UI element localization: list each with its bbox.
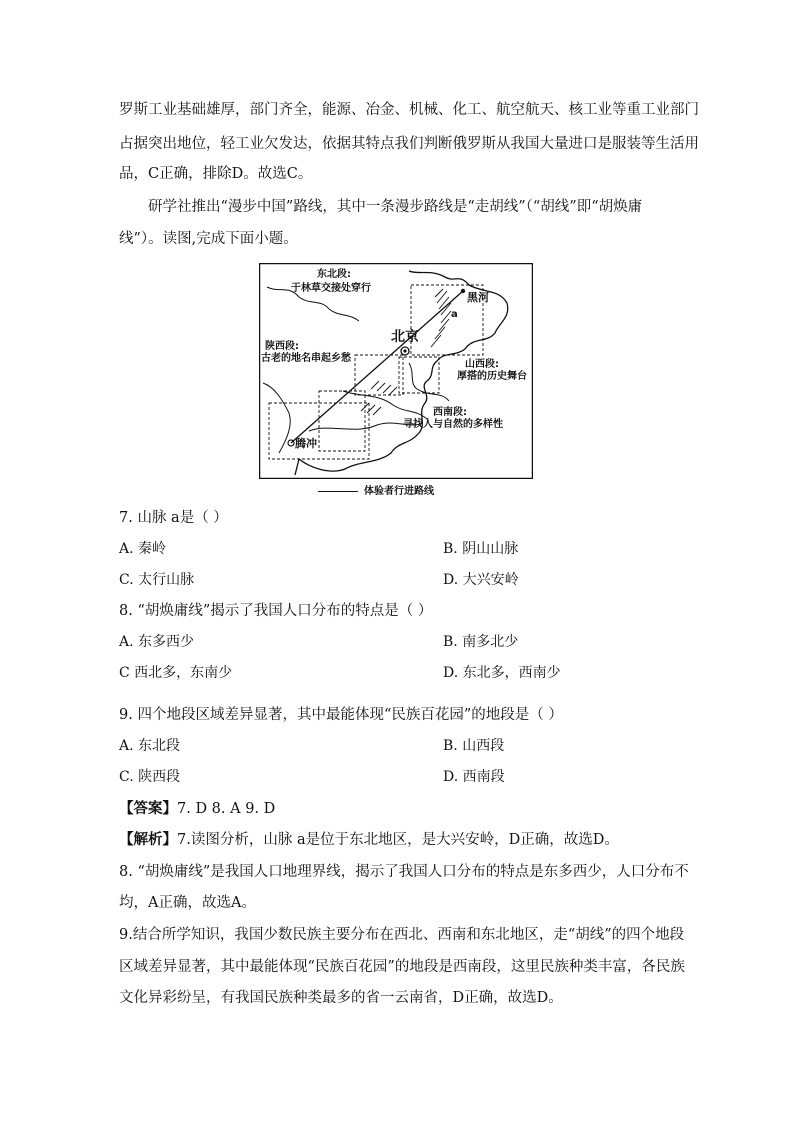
shanxi-title: 山西段:	[465, 359, 499, 370]
tengchong-label: 腾冲	[295, 437, 317, 450]
q8-option-d[interactable]: D. 东北多，西南少	[443, 665, 561, 681]
analysis-p9-line1: 9.结合所学知识，我国少数民族主要分布在西北、西南和东北地区，走“胡线”的四个地段	[119, 927, 685, 943]
intro-line-2: 占据突出地位，轻工业欠发达，依据其特点我们判断俄罗斯从我国大量进口是服装等生活用	[119, 136, 699, 152]
analysis-p9-line2: 区域差异显著，其中最能体现“民族百花园”的地段是西南段，这里民族种类丰富，各民族	[119, 959, 685, 975]
shaanxi-title: 陕西段:	[265, 341, 299, 352]
analysis-row-7	[119, 830, 619, 850]
heihe-label: 黑河	[467, 291, 489, 304]
answer-tag: 【答案】	[119, 800, 177, 817]
shaanxi-desc: 古老的地名串起乡愁	[261, 353, 351, 364]
q9-option-a[interactable]: A. 东北段	[119, 738, 181, 754]
q8-option-b[interactable]: B. 南多北少	[443, 634, 519, 650]
analysis-p8-line2: 均，A正确，故选A。	[119, 895, 256, 911]
hu-line-map	[259, 263, 533, 479]
q8-option-c[interactable]: C 西北多，东南少	[119, 665, 233, 681]
q7-option-d[interactable]: D. 大兴安岭	[443, 572, 519, 588]
q9-option-d[interactable]: D. 西南段	[443, 769, 505, 785]
beijing-label: 北京	[391, 329, 419, 345]
analysis-tag: 【解析】	[119, 831, 177, 848]
heihe-dot	[461, 289, 465, 293]
southwest-title: 西南段:	[433, 407, 467, 418]
shanxi-desc: 厚搭的历史舞台	[457, 371, 527, 382]
q7-option-a[interactable]: A. 秦岭	[119, 541, 167, 557]
legend-label: 体验者行进路线	[364, 486, 434, 497]
northeast-desc: 于林草交接处穿行	[291, 283, 371, 294]
stem-line-2: 线”）。读图,完成下面小题。	[119, 231, 298, 247]
southwest-desc: 寻找人与自然的多样性	[403, 419, 503, 430]
answer-row	[119, 799, 275, 819]
q8-option-a[interactable]: A. 东多西少	[119, 634, 195, 650]
intro-line-1: 罗斯工业基础雄厚，部门齐全，能源、冶金、机械、化工、航空航天、核工业等重工业部门	[119, 102, 699, 118]
intro-line-3: 品，C正确，排除D。故选C。	[119, 166, 313, 182]
q7-option-c[interactable]: C. 太行山脉	[119, 572, 195, 588]
mountain-a-label: a	[451, 309, 458, 320]
answer-text: 7. D 8. A 9. D	[177, 801, 276, 817]
stem-line-1: 研学社推出“漫步中国”路线，其中一条漫步路线是“走胡线”（“胡线”即“胡焕庸	[148, 199, 643, 215]
q8-stem: 8. “胡焕庸线”揭示了我国人口分布的特点是（ ）	[119, 603, 433, 619]
analysis-p9-line3: 文化异彩纷呈，有我国民族种类最多的省一云南省，D正确，故选D。	[119, 990, 563, 1006]
q9-option-c[interactable]: C. 陕西段	[119, 769, 181, 785]
map-legend	[318, 482, 434, 497]
q9-stem: 9. 四个地段区域差异显著，其中最能体现“民族百花园”的地段是（ ）	[119, 707, 563, 723]
analysis-p8-line1: 8. “胡焕庸线”是我国人口地理界线，揭示了我国人口分布的特点是东多西少，人口分布不	[119, 864, 689, 880]
northeast-title: 东北段:	[317, 269, 351, 280]
analysis-p7: 7.读图分析，山脉 a是位于东北地区，是大兴安岭，D正确，故选D。	[177, 832, 619, 848]
q9-option-b[interactable]: B. 山西段	[443, 738, 505, 754]
q7-option-b[interactable]: B. 阴山山脉	[443, 541, 519, 557]
legend-line-swatch	[318, 491, 358, 492]
q7-stem: 7. 山脉 a是（ ）	[119, 510, 228, 526]
